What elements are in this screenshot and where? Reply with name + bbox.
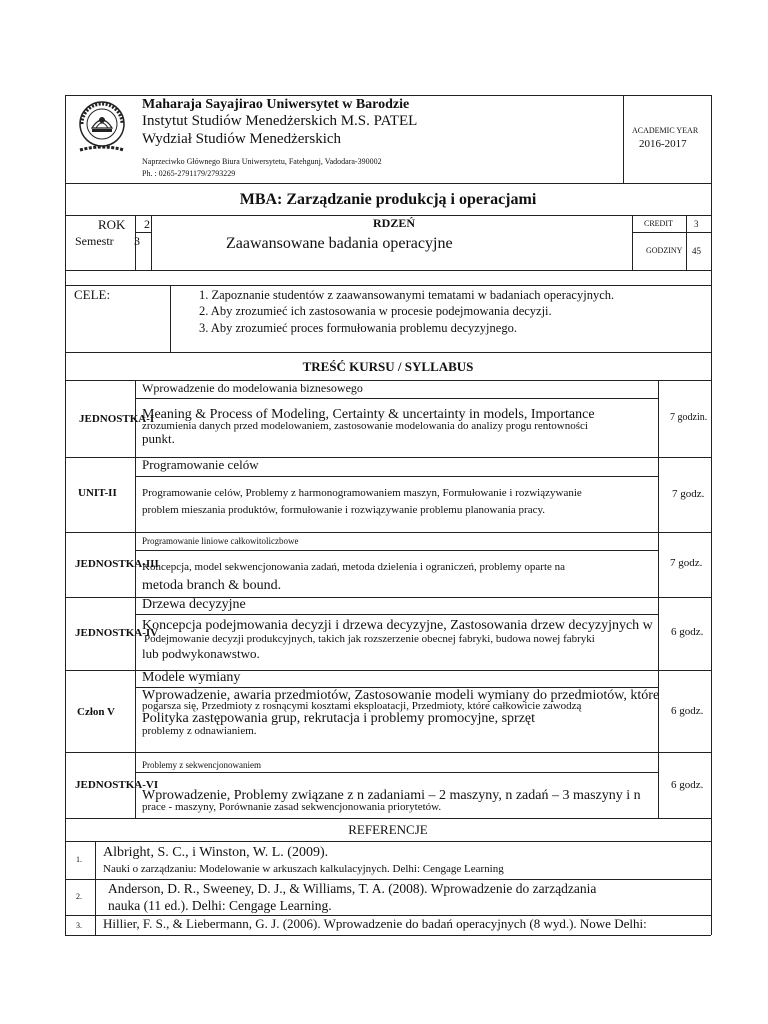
program-title: MBA: Zarządzanie produkcją i operacjami	[239, 191, 537, 208]
unit-line: Meaning & Process of Modeling, Certainty & uncertainty in models, Importance	[142, 407, 595, 422]
semester-value: 3	[134, 234, 140, 248]
unit-line: zrozumienia danych przed modelowaniem, zastosowanie modelowania do analizy progu rentowności	[142, 420, 588, 432]
reference-line: nauka (11 ed.). Delhi: Cengage Learning.	[108, 898, 332, 913]
university-name: Maharaja Sayajirao Uniwersytet w Barodzie	[142, 97, 410, 112]
unit-hours: 6 godz.	[671, 779, 704, 791]
unit-title: Programowanie celów	[142, 457, 259, 472]
academic-year: 2016-2017	[639, 138, 687, 150]
hours-label: GODZINY	[646, 246, 683, 255]
hours-value: 45	[692, 246, 701, 256]
credit-label: CREDIT	[644, 219, 673, 228]
reference-line: Albright, S. C., i Winston, W. L. (2009).	[103, 845, 329, 860]
unit-hours: 7 godz.	[672, 488, 705, 500]
unit-line: pogarsza się, Przedmioty z rosnącymi kosztami eksploatacji, Przedmioty, które całkowicie zawodzą	[142, 700, 582, 712]
unit-line: Programowanie celów, Problemy z harmonogramowaniem maszyn, Formułowanie i rozwiązywanie	[142, 487, 582, 499]
objective-item: 2. Aby zrozumieć ich zastosowania w procesie podejmowania decyzji.	[199, 304, 552, 318]
reference-line: Nauki o zarządzaniu: Modelowanie w arkuszach kalkulacyjnych. Delhi: Cengage Learning	[103, 863, 504, 875]
faculty-name: Wydział Studiów Menedżerskich	[142, 131, 342, 147]
unit-line: Podejmowanie decyzji produkcyjnych, takich jak rozszerzenie obecnej fabryki, budowa nowej fabryki	[144, 633, 595, 645]
unit-label: UNIT-II	[78, 487, 117, 499]
unit-line: lub podwykonawstwo.	[142, 646, 260, 661]
rok-value: 2	[144, 217, 150, 231]
unit-label: JEDNOSTKA-IV	[75, 627, 159, 639]
phone: Ph. : 0265-2791179/2793229	[142, 169, 236, 178]
unit-line: prace - maszyny, Porównanie zasad sekwencjonowania priorytetów.	[142, 801, 442, 813]
institute-name: Instytut Studiów Menedżerskich M.S. PATEL	[142, 113, 418, 129]
unit-title: Modele wymiany	[142, 670, 241, 685]
reference-line: Anderson, D. R., Sweeney, D. J., & Williams, T. A. (2008). Wprowadzenie do zarządzania	[108, 881, 597, 896]
course-name: Zaawansowane badania operacyjne	[226, 235, 453, 252]
unit-line: Koncepcja, model sekwencjonowania zadań, metoda dzielenia i ograniczeń, problemy oparte na	[142, 561, 566, 573]
credit-value: 3	[694, 219, 699, 229]
unit-line: metoda branch & bound.	[142, 578, 282, 593]
reference-number: 2.	[76, 892, 82, 901]
academic-year-label: ACADEMIC YEAR	[632, 126, 699, 135]
objectives-label: CELE:	[74, 287, 111, 302]
unit-line: punkt.	[142, 431, 175, 446]
unit-line: problemy z odnawianiem.	[142, 725, 257, 737]
unit-title: Drzewa decyzyjne	[142, 597, 246, 612]
unit-title: Wprowadzenie do modelowania biznesowego	[142, 381, 363, 395]
objective-item: 1. Zapoznanie studentów z zaawansowanymi tematami w badaniach operacyjnych.	[199, 288, 615, 302]
semester-label: Semestr	[75, 234, 114, 248]
unit-hours: 6 godz.	[671, 705, 704, 717]
unit-line: Polityka zastępowania grup, rekrutacja i problemy promocyjne, sprzęt	[142, 711, 536, 726]
unit-label: JEDNOSTKA-VI	[75, 779, 159, 791]
unit-hours: 7 godz.	[670, 557, 703, 569]
unit-hours: 7 godzin.	[670, 412, 708, 423]
references-title: REFERENCJE	[348, 822, 428, 837]
address: Naprzeciwko Głównego Biura Uniwersytetu, Fatehgunj, Vadodara-390002	[142, 157, 382, 166]
reference-line: Hillier, F. S., & Liebermann, G. J. (2006). Wprowadzenie do badań operacyjnych (8 wyd.). Nowe Delhi:	[103, 916, 647, 931]
objective-item: 3. Aby zrozumieć proces formułowania problemu decyzyjnego.	[199, 321, 517, 335]
reference-number: 1.	[76, 855, 82, 864]
unit-label: JEDNOSTKA-I	[79, 413, 155, 425]
unit-line: Wprowadzenie, awaria przedmiotów, Zastosowanie modeli wymiany do przedmiotów, które	[142, 688, 660, 703]
course-category: RDZEŃ	[373, 216, 416, 230]
rok-label: ROK	[98, 217, 126, 232]
unit-title: Problemy z sekwencjonowaniem	[142, 760, 261, 770]
unit-line: Wprowadzenie, Problemy związane z n zadaniami – 2 maszyny, n zadań – 3 maszyny i n	[142, 788, 641, 803]
unit-label: JEDNOSTKA-III	[75, 558, 159, 570]
unit-title: Programowanie liniowe całkowitoliczbowe	[142, 536, 299, 546]
syllabus-title: TREŚĆ KURSU / SYLLABUS	[302, 359, 474, 374]
university-seal-icon	[70, 98, 134, 162]
unit-line: Koncepcja podejmowania decyzji i drzewa decyzyjne, Zastosowania drzew decyzyjnych w	[142, 618, 653, 633]
reference-number: 3.	[76, 921, 82, 930]
unit-line: problem mieszania produktów, formułowanie i rozwiązywanie problemu planowania pracy.	[142, 504, 545, 516]
unit-label: Człon V	[77, 706, 115, 718]
unit-hours: 6 godz.	[671, 626, 704, 638]
